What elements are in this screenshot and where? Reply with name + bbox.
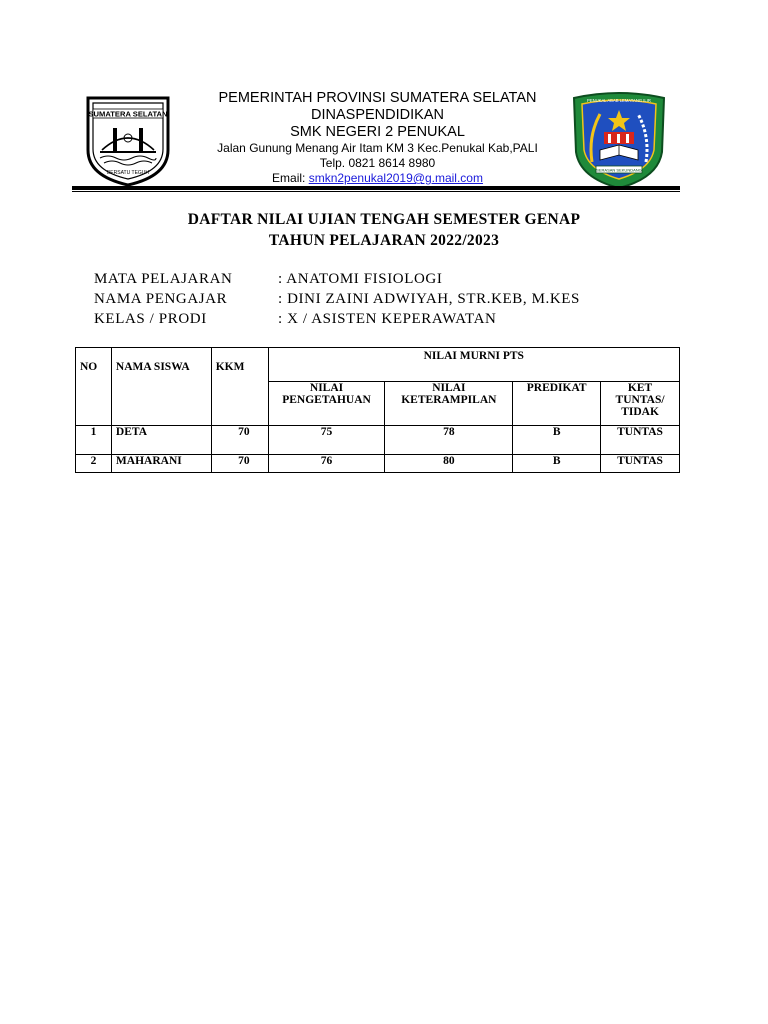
header-status-line1: KET xyxy=(627,382,653,394)
letterhead xyxy=(0,0,768,200)
header-knowledge-line1: NILAI xyxy=(309,382,344,394)
school-phone: Telp. 0821 8614 8980 xyxy=(319,156,436,170)
logo-right-bottom-text: SERASAN SEKUNDANG xyxy=(596,167,642,173)
header-knowledge-line2: PENGETAHUAN xyxy=(282,394,371,406)
header-status xyxy=(601,382,680,426)
cell-skill: 78 xyxy=(385,426,513,455)
cell-knowledge: 75 xyxy=(268,426,385,455)
info-label: NAMA PENGAJAR xyxy=(94,291,228,307)
info-value: : ANATOMI FISIOLOGI xyxy=(278,271,443,287)
cell-knowledge: 76 xyxy=(268,455,385,473)
province-emblem-icon xyxy=(82,92,174,188)
info-value: : DINI ZAINI ADWIYAH, STR.KEB, M.KES xyxy=(278,291,581,307)
cell-no: 2 xyxy=(76,455,112,473)
school-email-line xyxy=(180,171,575,186)
header-skill-line2: KETERAMPILAN xyxy=(401,394,497,406)
header-group: NILAI MURNI PTS xyxy=(268,348,679,382)
letterhead-divider-thin xyxy=(72,191,680,192)
header-predicate: PREDIKAT xyxy=(513,382,601,426)
header-status-line2: TUNTAS/ xyxy=(615,394,665,406)
header-skill-line1: NILAI xyxy=(432,382,466,394)
school-address: Jalan Gunung Menang Air Itam KM 3 Kec.Penukal Kab,PALI xyxy=(217,141,538,155)
logo-right-top-text: PENUKAL ABAB LEMATANG ILIR xyxy=(587,98,651,103)
header-kkm: KKM xyxy=(211,348,268,426)
table-row xyxy=(76,426,680,455)
logo-left-bottom-text: BERSATU TEGUH xyxy=(106,170,150,176)
info-label: KELAS / PRODI xyxy=(94,311,207,327)
logo-left-top-text: SUMATERA SELATAN xyxy=(88,109,168,119)
academic-year: TAHUN PELAJARAN 2022/2023 xyxy=(268,232,500,249)
cell-name: MAHARANI xyxy=(111,455,211,473)
letterhead-divider xyxy=(72,186,680,190)
table-header-row xyxy=(76,348,680,382)
info-value: : X / ASISTEN KEPERAWATAN xyxy=(278,311,497,327)
header-knowledge xyxy=(268,382,385,426)
department-name: DINASPENDIDIKAN xyxy=(311,107,444,123)
info-label: MATA PELAJARAN xyxy=(94,271,233,287)
header-status-line3: TIDAK xyxy=(621,406,659,418)
header-skill xyxy=(385,382,513,426)
header-name: NAMA SISWA xyxy=(111,348,211,426)
letterhead-text xyxy=(180,90,575,186)
regency-emblem-icon xyxy=(570,90,668,190)
school-name: SMK NEGERI 2 PENUKAL xyxy=(290,124,465,140)
grades-table xyxy=(75,347,680,473)
cell-predicate: B xyxy=(513,455,601,473)
email-link[interactable]: smkn2penukal2019@g.mail.com xyxy=(308,171,483,185)
cell-name: DETA xyxy=(111,426,211,455)
government-name: PEMERINTAH PROVINSI SUMATERA SELATAN xyxy=(218,90,537,106)
cell-kkm: 70 xyxy=(211,455,268,473)
cell-skill: 80 xyxy=(385,455,513,473)
cell-status: TUNTAS xyxy=(601,455,680,473)
cell-predicate: B xyxy=(513,426,601,455)
cell-kkm: 70 xyxy=(211,426,268,455)
cell-no: 1 xyxy=(76,426,112,455)
email-label: Email: xyxy=(272,171,309,185)
document-title: DAFTAR NILAI UJIAN TENGAH SEMESTER GENAP xyxy=(187,211,581,228)
cell-status: TUNTAS xyxy=(601,426,680,455)
header-no: NO xyxy=(76,348,112,426)
table-row xyxy=(76,455,680,473)
